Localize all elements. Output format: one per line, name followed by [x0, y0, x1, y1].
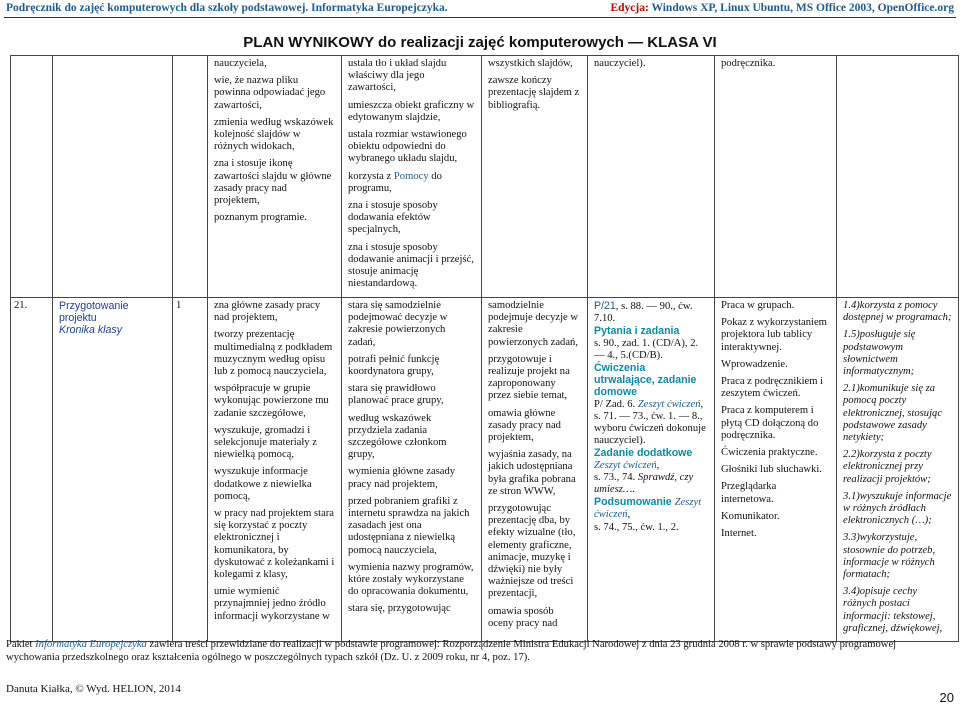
- page-number: 20: [939, 690, 954, 705]
- cell-extended-requirements: [342, 56, 482, 298]
- list-item: Internet.: [721, 528, 757, 540]
- table-row-continuation: [11, 56, 959, 298]
- cell-lessons: [173, 56, 208, 298]
- section-heading-questions: Pytania i zadania: [594, 325, 680, 338]
- topic-subtitle: Kronika klasy: [59, 324, 122, 337]
- list-item: wymienia główne zasady pracy nad projektem,: [348, 466, 456, 490]
- footer-author: Danuta Kiałka, © Wyd. HELION, 2014: [6, 683, 181, 695]
- table-row-topic-21: [11, 298, 959, 642]
- list-item: 2.1)komunikuje się za pomocą poczty elektronicznej, stosując podstawowe zasady netykiety;: [843, 383, 943, 444]
- list-item: podręcznika.: [721, 58, 776, 69]
- list-item: 3.1)wyszukuje informacje w różnych źródłach elektronicznych (…);: [843, 490, 952, 527]
- list-item: stara się, przygotowując: [348, 603, 451, 615]
- list-item: omawia główne zasady pracy nad projektem,: [488, 407, 561, 444]
- help-link-text: Pomocy: [393, 170, 429, 182]
- cell-number: [11, 298, 53, 642]
- list-item: 1.4)korzysta z pomocy dostępnej w programach;: [843, 300, 952, 324]
- cell-methods: [715, 56, 837, 298]
- cell-extended-requirements: [342, 298, 482, 642]
- source-ref-5: Zeszyt ćwiczeń,: [594, 459, 660, 471]
- cell-basic-requirements: [208, 56, 342, 298]
- source-ref-1: P/21, s. 88. — 90., ćw. 7.10.: [594, 300, 693, 325]
- list-item: według wskazówek przydziela zadania szczegółowe członkom grupy,: [348, 412, 447, 461]
- list-item: 3.3)wykorzystuje, stosownie do potrzeb, informacje w różnych formatach;: [843, 532, 936, 581]
- list-item: zna i stosuje ikonę zawartości slajdu w główne zasady pracy nad projektem,: [214, 158, 332, 207]
- list-item: zmienia według wskazówek kolejność slajdów w różnych widokach,: [214, 116, 334, 153]
- edition-label: Edycja:: [610, 2, 649, 14]
- cell-lessons: [173, 298, 208, 642]
- list-item: w pracy nad projektem stara się korzystać z poczty elektronicznej i komunikatora, by dyskutować z koleżankami i kolegami z klasy,: [214, 508, 335, 581]
- cell-sources: [588, 298, 715, 642]
- plan-table: [10, 55, 959, 642]
- list-item: zna i stosuje sposoby dodawanie animacji i przejść, stosuje animację niestandardową.: [348, 241, 474, 290]
- list-item: Przeglądarka internetowa.: [721, 481, 777, 505]
- topic-number: 21.: [14, 300, 28, 311]
- list-item: stara się prawidłowo planować prace grupy,: [348, 383, 444, 407]
- lesson-count: 1: [176, 300, 182, 311]
- list-item: wyszukuje informacje dodatkowe z niewielka pomocą,: [214, 466, 312, 502]
- list-item: wie, że nazwa pliku powinna odpowiadać jego zawartości,: [214, 75, 326, 111]
- help-item-text: korzysta z: [348, 170, 394, 182]
- list-item: wszystkich slajdów,: [488, 58, 573, 69]
- source-ref-3: P/ Zad. 6. Zeszyt ćwiczeń,: [594, 398, 704, 410]
- list-item: Pokaz z wykorzystaniem projektora lub tablicy interaktywnej.: [721, 317, 827, 353]
- cell-curriculum: [837, 298, 959, 642]
- source-ref-7: Podsumowanie Zeszyt ćwiczeń,: [594, 496, 702, 521]
- cell-curriculum: [837, 56, 959, 298]
- list-item: omawia sposób oceny pracy nad: [488, 605, 558, 629]
- list-item: przed pobraniem grafiki z internetu sprawdza na jakich zasadach jest ona udostępniana z niewielką pomocą nauczyciela,: [348, 495, 470, 556]
- list-item: umieszcza obiekt graficzny w edytowanym slajdzie,: [348, 99, 475, 123]
- list-item: ustala tło i układ slajdu właściwy dla jego zawartości,: [348, 58, 447, 94]
- source-ref-8: s. 74., 75., ćw. 1., 2.: [594, 521, 679, 533]
- list-item: 2.2)korzysta z poczty elektronicznej przy realizacji projektów;: [843, 449, 932, 485]
- list-item: nauczyciel).: [594, 58, 646, 69]
- footer-note: Pakiet Informatyka Europejczyka zawiera treści przewidziane do realizacji w podstawie programowej: Rozporządzenie Ministra Edukacji Narodowej z dnia 23 grudnia 2008 r. w sprawie podstawy programowej wychowania przedszkolnego oraz kształcenia ogólnego w poszczególnych typach szkół (Dz. U. z 2009 roku, nr 4, poz. 17).: [6, 639, 897, 663]
- list-item: Praca w grupach.: [721, 300, 795, 311]
- topic-title: Przygotowanie projektu: [59, 300, 129, 325]
- list-item: zna główne zasady pracy nad projektem,: [214, 300, 321, 324]
- cell-complementary-requirements: [482, 56, 588, 298]
- list-item: Wprowadzenie.: [721, 358, 788, 370]
- source-ref-4: s. 71. — 73., ćw. 1. — 8., wyboru ćwiczeń dokonuje nauczyciel).: [594, 410, 706, 447]
- list-item: przygotowując prezentację dba, by efekty wizualne (tło, elementy graficzne, animacje, muzykę i dźwięki) nie były ważniejsze od treści prezentacji,: [488, 503, 576, 600]
- cell-sources: [588, 56, 715, 298]
- list-item: Praca z podręcznikiem i zeszytem ćwiczeń.: [721, 376, 824, 400]
- list-item: wyjaśnia zasady, na jakich udostępniana była grafika pobrana ze stron WWW,: [488, 449, 576, 497]
- source-ref-2: s. 90., zad. 1. (CD/A), 2. — 4., 5.(CD/B).: [594, 337, 699, 361]
- list-item: Praca z komputerem i płytą CD dołączoną do podręcznika.: [721, 405, 819, 441]
- list-item-help: [348, 171, 475, 195]
- cell-topic: [53, 298, 173, 642]
- list-item: samodzielnie podejmuje decyzje w zakresie powierzonych zadań,: [488, 300, 579, 348]
- header-divider: [4, 17, 956, 18]
- help-item-text: do programu,: [348, 170, 442, 194]
- list-item: stara się samodzielnie podejmować decyzje w zakresie powierzonych zadań,: [348, 300, 448, 348]
- list-item: współpracuje w grupie wykonując powierzone mu zadanie szczegółowe,: [214, 383, 329, 419]
- page-title: PLAN WYNIKOWY do realizacji zajęć komputerowych — KLASA VI: [243, 34, 717, 51]
- list-item: Komunikator.: [721, 510, 780, 522]
- cell-complementary-requirements: [482, 298, 588, 642]
- header-book-title: Podręcznik do zajęć komputerowych dla szkoły podstawowej. Informatyka Europejczyka.: [6, 2, 448, 14]
- cell-topic: [53, 56, 173, 298]
- list-item: poznanym programie.: [214, 212, 307, 224]
- cell-methods: [715, 298, 837, 642]
- list-item: 1.5)posługuje się podstawowym słownictwem informatycznym;: [843, 329, 916, 378]
- list-item: 3.4)opisuje cechy różnych postaci informacji: tekstowej, graficznej, dźwiękowej,: [843, 586, 943, 634]
- list-item: przygotowuje i realizuje projekt na zaproponowany przez siebie temat,: [488, 353, 570, 402]
- list-item: Ćwiczenia praktyczne.: [721, 447, 818, 459]
- source-ref-6: s. 73., 74. Sprawdź, czy umiesz….: [594, 471, 694, 496]
- list-item: ustala rozmiar wstawionego obiektu odpowiedni do wybranego układu slajdu,: [348, 129, 467, 165]
- list-item: zna i stosuje sposoby dodawania efektów specjalnych,: [348, 200, 438, 236]
- section-heading-homework: Ćwiczenia utrwalające, zadanie domowe: [594, 362, 697, 399]
- list-item: potrafi pełnić funkcję koordynatora grupy,: [348, 353, 440, 378]
- cell-number: [11, 56, 53, 298]
- list-item: zawsze kończy prezentację slajdem z bibliografią.: [488, 75, 580, 111]
- section-heading-extra-task: Zadanie dodatkowe: [594, 447, 693, 460]
- edition-value: Windows XP, Linux Ubuntu, MS Office 2003, OpenOffice.org: [648, 2, 954, 14]
- header-edition: [610, 2, 954, 14]
- list-item: wymienia nazwy programów, które zostały wykorzystane do opracowania dokumentu,: [348, 561, 474, 598]
- list-item: Głośniki lub słuchawki.: [721, 464, 822, 476]
- list-item: umie wymienić przynajmniej jedno źródło informacji wykorzystane w: [214, 586, 330, 622]
- list-item: nauczyciela,: [214, 58, 267, 69]
- list-item: tworzy prezentację multimedialną z podkładem muzycznym według opisu lub z pomocą nauczyciela,: [214, 329, 333, 378]
- cell-basic-requirements: [208, 298, 342, 642]
- list-item: wyszukuje, gromadzi i selekcjonuje materiały z niewielką pomocą,: [214, 424, 317, 461]
